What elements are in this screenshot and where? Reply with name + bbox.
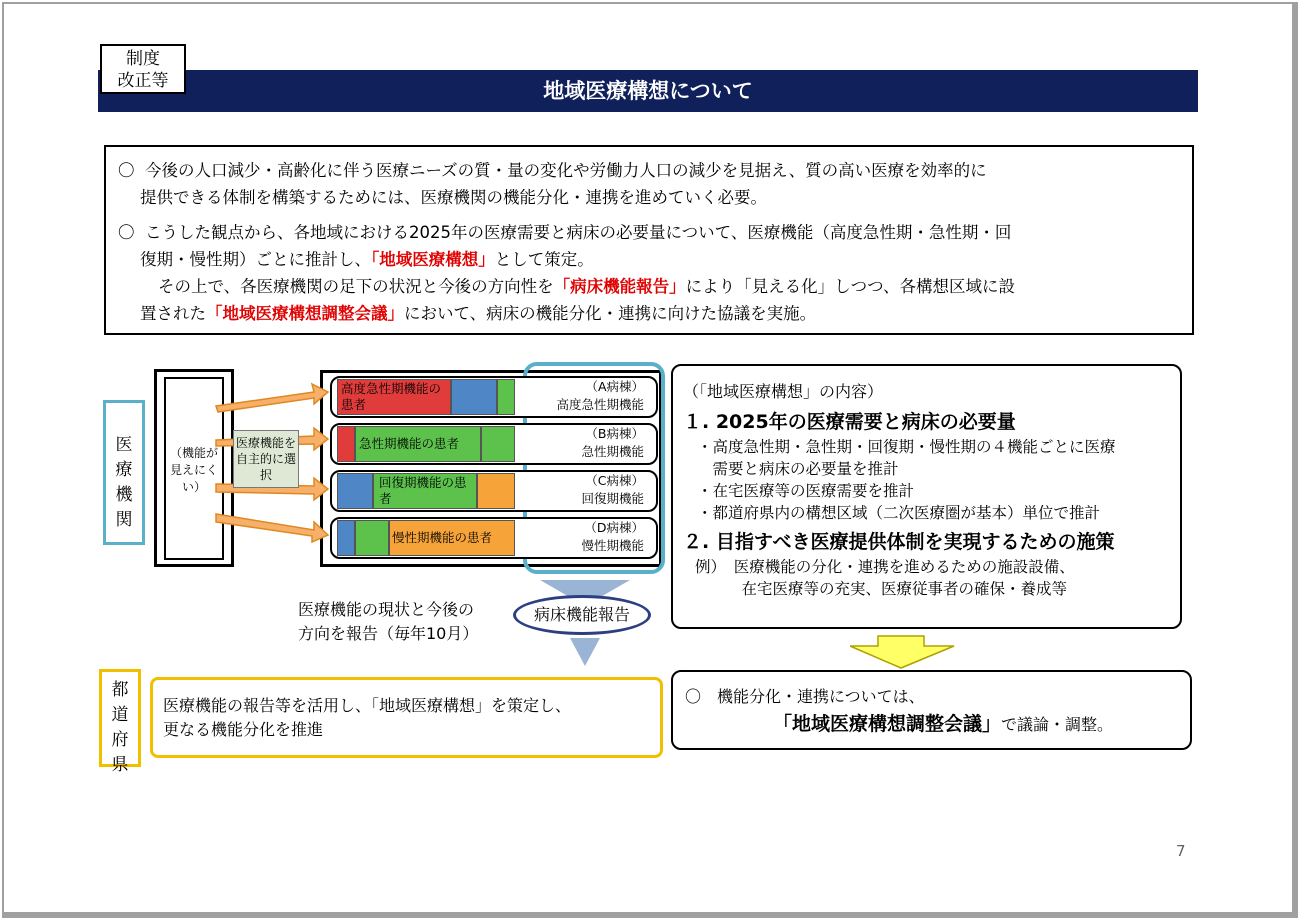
category-label: [100, 44, 186, 94]
report-line-1: 医療機能の現状と今後の: [298, 600, 475, 619]
arrow-to-ward-d: [216, 514, 328, 542]
vertical-char: 道: [111, 705, 129, 725]
intro-p2-c: として策定。: [494, 250, 594, 269]
section-2-line-2: 在宅医療等の充実、医療従事者の確保・養成等: [695, 580, 1068, 598]
prefecture-line-1: 医療機能の報告等を活用し、「地域医療構想」を策定し、: [163, 696, 572, 715]
intro-p1-cont: 提供できる体制を構築するためには、医療機関の機能分化・連携を進めていく必要。: [140, 188, 767, 207]
yellow-down-arrow: [850, 636, 954, 668]
section-1-item: 需要と病床の必要量を推計: [697, 460, 899, 478]
intro-paragraph-2: [118, 219, 1180, 327]
prefecture-label-text: [102, 678, 138, 778]
hospital-label-text: [106, 433, 142, 533]
prefecture-box: [150, 677, 663, 758]
intro-p3-d: において、病床の機能分化・連携に向けた協議を実施。: [404, 304, 817, 323]
function-invisible-note: （機能が見えにくい）: [169, 446, 218, 494]
ward-d-patients: 慢性期機能の患者: [392, 530, 493, 545]
category-line-2: 改正等: [117, 71, 169, 91]
intro-p2-b: 復期・慢性期）ごとに推計し、: [140, 250, 371, 269]
vertical-char: 療: [115, 460, 133, 480]
ward-b-patients: 急性期機能の患者: [359, 436, 460, 451]
section-1-item: ・在宅医療等の医療需要を推計: [697, 482, 915, 500]
report-description: [298, 598, 518, 646]
intro-p1-text: 今後の人口減少・高齢化に伴う医療ニーズの質・量の変化や労働力人口の減少を見据え、質の高い医療を効率的に: [145, 161, 987, 180]
arrow-to-ward-a: [216, 384, 328, 412]
intro-box: [104, 145, 1194, 335]
vertical-char: 府: [111, 730, 129, 750]
vertical-char: 都: [111, 680, 129, 700]
council-line-2: [685, 710, 1190, 739]
section-1-title: １. 2025年の医療需要と病床の必要量: [683, 411, 1016, 433]
ward-a-patients: 高度急性期機能の患者: [341, 381, 442, 412]
ward-b-name: （B病棟）: [585, 426, 644, 441]
ward-c-name: （C病棟）: [585, 473, 644, 488]
council-highlight: 「地域医療構想調整会議」: [206, 304, 404, 323]
council-box: [671, 670, 1192, 750]
council-tail: で議論・調整。: [1001, 715, 1114, 734]
self-select-text: 医療機能を自主的に選択: [236, 436, 297, 482]
intro-paragraph-1: [118, 157, 1180, 211]
prefecture-label: [99, 669, 141, 775]
ward-a-function: 高度急性期機能: [556, 397, 644, 412]
bed-function-report-badge: 病床機能報告: [513, 595, 651, 635]
section-1-item: ・都道府県内の構想区域（二次医療圏が基本）単位で推計: [697, 504, 1101, 522]
ward-d-label: [528, 519, 644, 555]
vision-content-box: [671, 364, 1182, 629]
content-heading: （「地域医療構想」の内容）: [683, 382, 884, 401]
intro-p3-b: により「見える化」しつつ、各構想区域に設: [685, 277, 1016, 296]
page-number: 7: [1176, 842, 1186, 860]
section-2-line-1: 例） 医療機能の分化・連携を進めるための施設設備、: [695, 558, 1075, 576]
segment-blue: [451, 379, 497, 415]
page-title: 地域医療構想について: [543, 79, 753, 103]
segment-green: [481, 426, 515, 462]
ward-c-patients: 回復期機能の患者: [379, 475, 467, 506]
down-arrow: [850, 634, 960, 670]
vertical-char: 医: [115, 435, 133, 455]
ward-b-function: 急性期機能: [581, 444, 644, 459]
council-name: 「地域医療構想調整会議」: [773, 713, 1002, 735]
regional-vision-highlight: 「地域医療構想」: [371, 250, 495, 269]
bed-report-highlight: 「病床機能報告」: [553, 277, 686, 296]
ward-c-label: [528, 472, 644, 508]
intro-p3-a: その上で、各医療機関の足下の状況と今後の方向性を: [158, 277, 554, 296]
segment-green: [497, 379, 515, 415]
bullet: 〇: [118, 223, 135, 242]
ward-a-label: [528, 378, 644, 414]
section-2-title: ２. 目指すべき医療提供体制を実現するための施策: [683, 531, 1115, 553]
bullet: 〇: [118, 161, 135, 180]
section-1-item: ・高度急性期・急性期・回復期・慢性期の４機能ごとに医療: [697, 438, 1116, 456]
ward-d-function: 慢性期機能: [581, 538, 644, 553]
ward-b-label: [528, 425, 644, 461]
report-triangle-bottom: [570, 638, 600, 666]
report-line-2: 方向を報告（毎年10月）: [298, 624, 479, 643]
vertical-char: 県: [111, 755, 129, 775]
segment-orange: [477, 473, 515, 509]
self-select-box: [233, 430, 299, 488]
ward-a-name: （A病棟）: [585, 379, 644, 394]
category-line-1: 制度: [126, 49, 160, 69]
prefecture-line-2: 更なる機能分化を推進: [163, 720, 324, 739]
vertical-char: 機: [115, 485, 133, 505]
intro-p3-c: 置された: [140, 304, 206, 323]
ward-d-name: （D病棟）: [584, 520, 644, 535]
intro-p2-a: こうした観点から、各地域における2025年の医療需要と病床の必要量について、医療機能（高度急性期・急性期・回: [145, 223, 1012, 242]
vertical-char: 関: [115, 510, 133, 530]
segment-blue: [337, 473, 373, 509]
segment-green: [355, 520, 389, 556]
hospital-label: [103, 400, 145, 545]
ward-c-function: 回復期機能: [581, 491, 644, 506]
council-line-1: 〇 機能分化・連携については、: [685, 687, 925, 706]
